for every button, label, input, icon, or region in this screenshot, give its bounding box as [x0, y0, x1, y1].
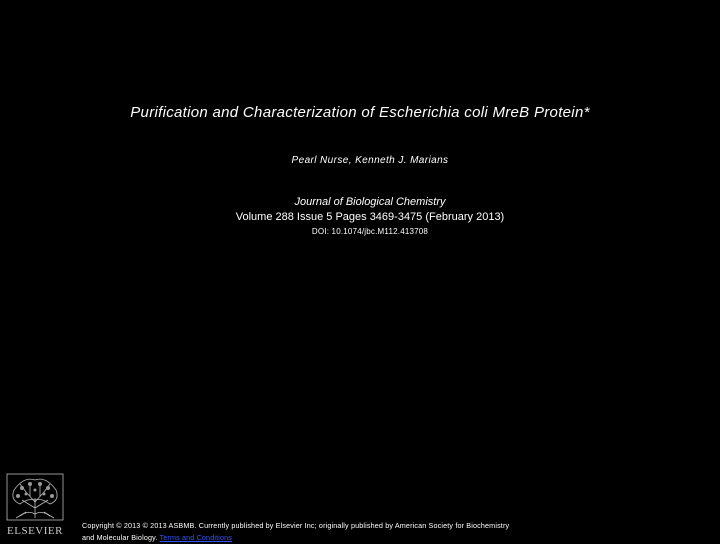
- svg-text:ELSEVIER: ELSEVIER: [7, 525, 63, 537]
- terms-and-conditions-link[interactable]: Terms and Conditions: [159, 533, 233, 542]
- elsevier-tree-icon: [4, 472, 66, 538]
- article-title: Purification and Characterization of Escherichia coli MreB Protein*: [130, 104, 590, 121]
- copyright-text: Copyright © 2013 © 2013 ASBMB. Currently published by Elsevier Inc; originally published by American Society for Biochemistry and Molecular Biology.: [82, 521, 510, 542]
- article-authors: Pearl Nurse, Kenneth J. Marians: [291, 155, 449, 166]
- copyright-notice: [82, 520, 522, 544]
- volume-info: Volume 288 Issue 5 Pages 3469-3475 (February 2013): [235, 211, 505, 223]
- doi-text: DOI: 10.1074/jbc.M112.413708: [311, 227, 429, 236]
- journal-name: Journal of Biological Chemistry: [294, 196, 446, 208]
- elsevier-logo: [4, 472, 66, 538]
